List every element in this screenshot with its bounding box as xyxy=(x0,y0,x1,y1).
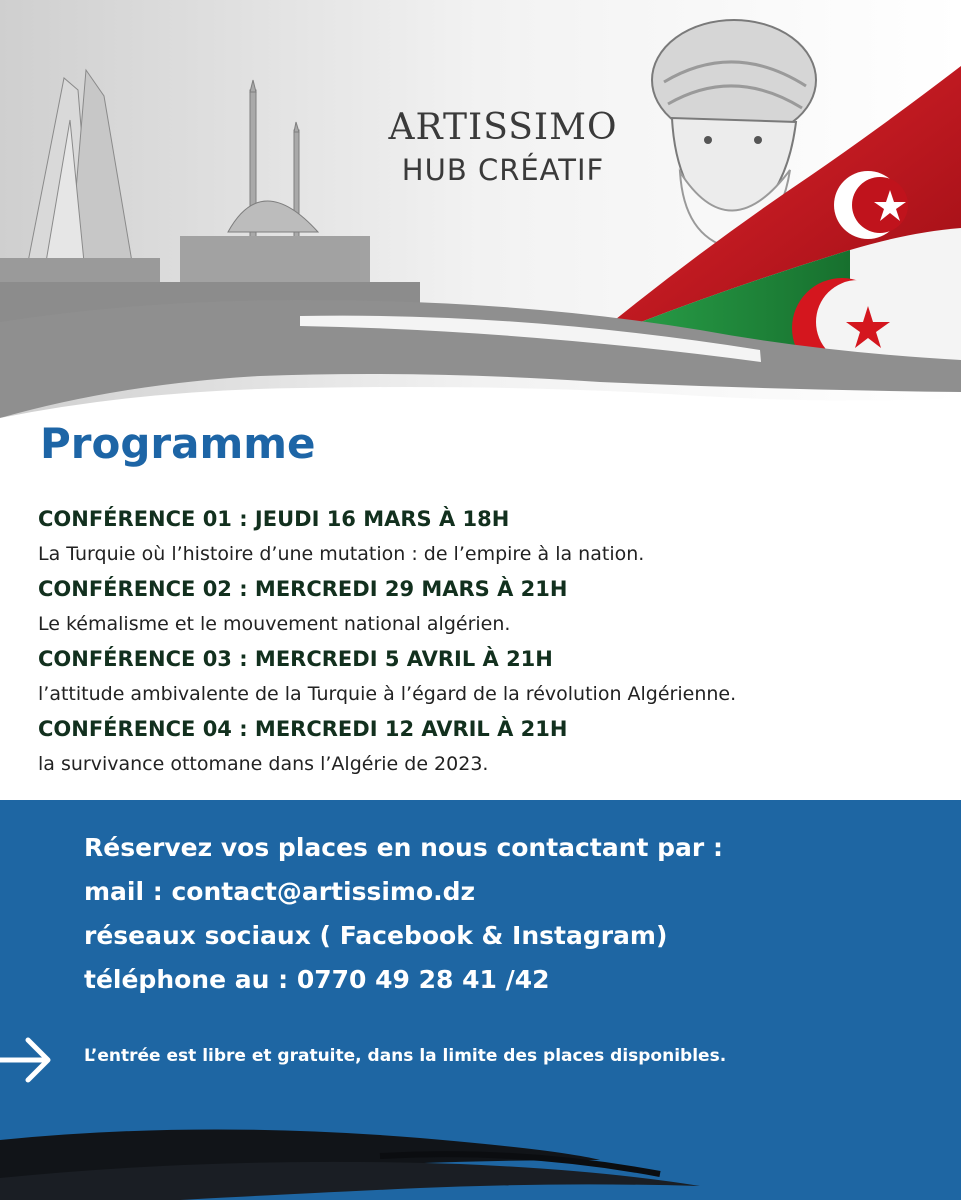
contact-email[interactable]: mail : contact@artissimo.dz xyxy=(84,877,476,906)
conference-item xyxy=(38,642,938,712)
contact-phone[interactable]: téléphone au : 0770 49 28 41 /42 xyxy=(84,965,550,994)
logo-name: ARTISSIMO xyxy=(388,107,618,148)
contact-panel xyxy=(0,800,961,1200)
conference-description: l’attitude ambivalente de la Turquie à l’égard de la révolution Algérienne. xyxy=(38,683,737,705)
conference-description: La Turquie où l’histoire d’une mutation : de l’empire à la nation. xyxy=(38,543,645,565)
contact-lines xyxy=(84,826,723,1002)
reservation-heading: Réservez vos places en nous contactant par : xyxy=(84,833,723,862)
artissimo-logo xyxy=(372,108,634,188)
arrow-right-icon xyxy=(0,1032,56,1088)
conference-heading: CONFÉRENCE 02 : MERCREDI 29 MARS À 21H xyxy=(38,577,568,601)
conference-heading: CONFÉRENCE 04 : MERCREDI 12 AVRIL À 21H xyxy=(38,717,568,741)
conference-item xyxy=(38,572,938,642)
conference-heading: CONFÉRENCE 03 : MERCREDI 5 AVRIL À 21H xyxy=(38,647,553,671)
conference-description: Le kémalisme et le mouvement national algérien. xyxy=(38,613,511,635)
bottom-wave-decoration xyxy=(0,1100,961,1200)
logo-subtitle: HUB CRÉATIF xyxy=(401,153,605,187)
header-illustration xyxy=(0,0,961,440)
conference-list xyxy=(38,502,938,782)
programme-title: Programme xyxy=(40,419,316,468)
entry-note: L’entrée est libre et gratuite, dans la limite des places disponibles. xyxy=(84,1046,727,1066)
conference-item xyxy=(38,712,938,782)
conference-description: la survivance ottomane dans l’Algérie de 2023. xyxy=(38,753,489,775)
conference-heading: CONFÉRENCE 01 : JEUDI 16 MARS À 18H xyxy=(38,507,510,531)
contact-social: réseaux sociaux ( Facebook & Instagram) xyxy=(84,921,668,950)
conference-item xyxy=(38,502,938,572)
